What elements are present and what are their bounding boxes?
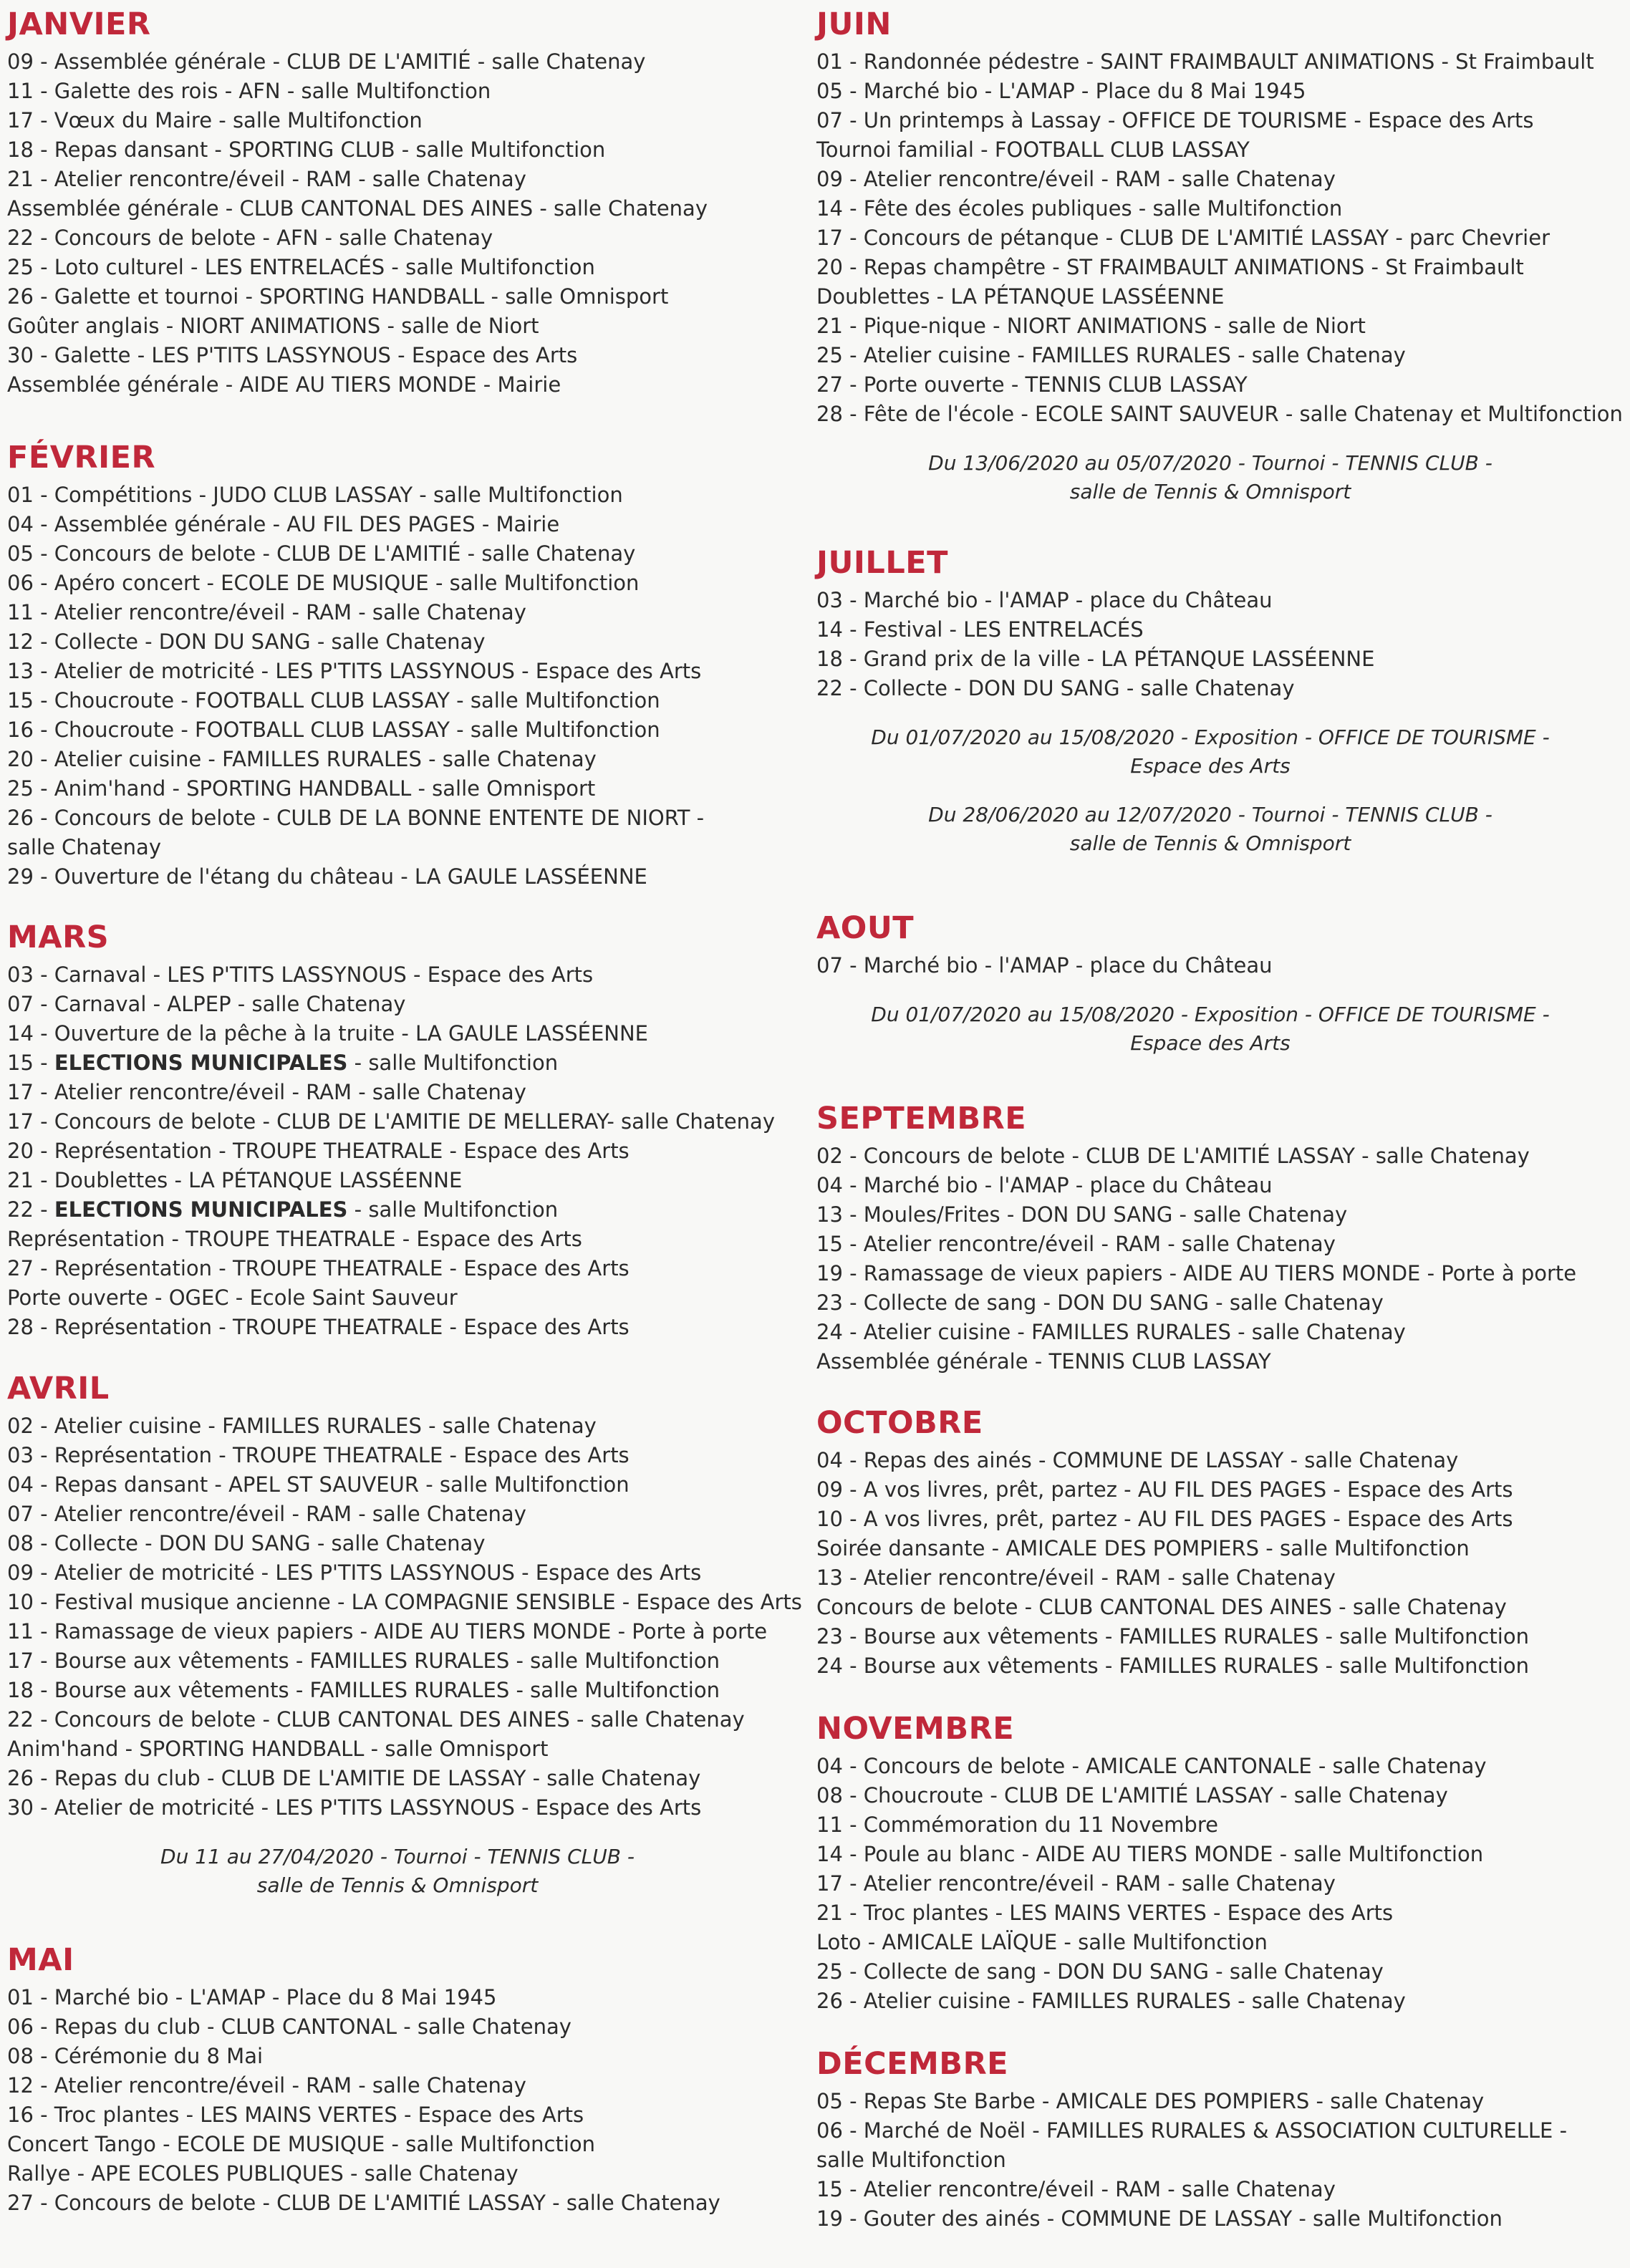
event-row: 04 - Concours de belote - AMICALE CANTONALE - salle Chatenay [816,1754,1487,1778]
month-title: JUIN [816,6,892,42]
event-row: 01 - Randonnée pédestre - SAINT FRAIMBAULT ANIMATIONS - St Fraimbault [816,49,1594,74]
month-section [816,1101,1604,1376]
period-note-line: Du 13/06/2020 au 05/07/2020 - Tournoi - TENNIS CLUB - [928,451,1492,475]
period-note [816,781,1604,858]
event-row: 15 - Atelier rencontre/éveil - RAM - salle Chatenay [816,1232,1336,1256]
event-row: 30 - Atelier de motricité - LES P'TITS LASSYNOUS - Espace des Arts [7,1795,702,1820]
event-row: 17 - Vœux du Maire - salle Multifonction [7,108,423,132]
event-row: 20 - Représentation - TROUPE THEATRALE - Espace des Arts [7,1139,630,1163]
month-section [816,911,1604,1058]
event-row: 13 - Atelier de motricité - LES P'TITS LASSYNOUS - Espace des Arts [7,659,702,683]
event-row: 04 - Repas des ainés - COMMUNE DE LASSAY - salle Chatenay [816,1448,1459,1472]
event-row: 11 - Ramassage de vieux papiers - AIDE AU TIERS MONDE - Porte à porte [7,1619,768,1644]
event-row: 14 - Ouverture de la pêche à la truite - LA GAULE LASSÉENNE [7,1021,649,1046]
event-row: 12 - Collecte - DON DU SANG - salle Chatenay [7,629,486,654]
event-row: 04 - Marché bio - l'AMAP - place du Château [816,1173,1273,1197]
period-note-line: Du 01/07/2020 au 15/08/2020 - Exposition - OFFICE DE TOURISME - [871,725,1550,749]
period-note [816,703,1604,781]
month-title: JANVIER [7,6,151,42]
event-row: 13 - Atelier rencontre/éveil - RAM - salle Chatenay [816,1565,1336,1590]
event-row: Concours de belote - CLUB CANTONAL DES AINES - salle Chatenay [816,1595,1507,1619]
event-row: salle Chatenay [7,835,161,859]
event-row: 16 - Choucroute - FOOTBALL CLUB LASSAY - salle Multifonction [7,718,660,742]
event-row: 14 - Poule au blanc - AIDE AU TIERS MONDE - salle Multifonction [816,1842,1484,1866]
event-row: Assemblée générale - AIDE AU TIERS MONDE - Mairie [7,372,561,397]
event-row: 18 - Repas dansant - SPORTING CLUB - salle Multifonction [7,137,606,162]
event-row: 05 - Repas Ste Barbe - AMICALE DES POMPIERS - salle Chatenay [816,2089,1485,2113]
month-title: MAI [7,1942,74,1978]
event-row: 26 - Concours de belote - CULB DE LA BONNE ENTENTE DE NIORT - [7,806,705,830]
event-row: 06 - Apéro concert - ECOLE DE MUSIQUE - salle Multifonction [7,571,640,595]
event-row: 17 - Bourse aux vêtements - FAMILLES RURALES - salle Multifonction [7,1649,720,1673]
event-row: 10 - Festival musique ancienne - LA COMPAGNIE SENSIBLE - Espace des Arts [7,1590,802,1614]
event-row: Soirée dansante - AMICALE DES POMPIERS - salle Multifonction [816,1536,1470,1560]
event-row: 28 - Fête de l'école - ECOLE SAINT SAUVEUR - salle Chatenay et Multifonction [816,402,1623,426]
event-row: 22 - Concours de belote - AFN - salle Chatenay [7,226,493,250]
event-row: 04 - Assemblée générale - AU FIL DES PAGES - Mairie [7,512,560,536]
month-title: SEPTEMBRE [816,1101,1027,1137]
month-section [7,7,788,400]
event-highlight: ELECTIONS MUNICIPALES [54,1051,348,1075]
event-row: Concert Tango - ECOLE DE MUSIQUE - salle Multifonction [7,2132,596,2156]
event-row: 24 - Atelier cuisine - FAMILLES RURALES - salle Chatenay [816,1320,1406,1344]
event-row: 25 - Anim'hand - SPORTING HANDBALL - salle Omnisport [7,776,596,801]
event-row: 25 - Loto culturel - LES ENTRELACÉS - salle Multifonction [7,255,595,279]
month-title: MARS [7,920,110,955]
event-row: 06 - Repas du club - CLUB CANTONAL - salle Chatenay [7,2014,572,2039]
event-row: 02 - Concours de belote - CLUB DE L'AMITIÉ LASSAY - salle Chatenay [816,1144,1530,1168]
event-row: 09 - Atelier rencontre/éveil - RAM - salle Chatenay [816,167,1336,191]
event-row: 08 - Cérémonie du 8 Mai [7,2044,264,2068]
event-row: 27 - Concours de belote - CLUB DE L'AMITIÉ LASSAY - salle Chatenay [7,2191,720,2215]
month-section [816,546,1604,858]
month-section [7,1943,788,2218]
month-section [816,1406,1604,1681]
event-row: 07 - Atelier rencontre/éveil - RAM - salle Chatenay [7,1502,526,1526]
event-row: 19 - Gouter des ainés - COMMUNE DE LASSAY - salle Multifonction [816,2206,1503,2231]
event-highlight: ELECTIONS MUNICIPALES [54,1197,348,1222]
event-row: 08 - Collecte - DON DU SANG - salle Chatenay [7,1531,486,1555]
month-title: JUILLET [816,545,948,581]
event-row: 01 - Compétitions - JUDO CLUB LASSAY - salle Multifonction [7,483,623,507]
month-title: AVRIL [7,1371,110,1406]
month-title: DÉCEMBRE [816,2046,1009,2082]
period-note-line: salle de Tennis & Omnisport [1069,831,1351,855]
event-row: 07 - Carnaval - ALPEP - salle Chatenay [7,992,406,1016]
event-row: 20 - Atelier cuisine - FAMILLES RURALES - salle Chatenay [7,747,597,771]
period-note-line: salle de Tennis & Omnisport [256,1873,539,1897]
event-row: Anim'hand - SPORTING HANDBALL - salle Omnisport [7,1737,549,1761]
event-row: 20 - Repas champêtre - ST FRAIMBAULT ANIMATIONS - St Fraimbault [816,255,1524,279]
event-row: 23 - Bourse aux vêtements - FAMILLES RURALES - salle Multifonction [816,1624,1529,1649]
event-row: 17 - Atelier rencontre/éveil - RAM - salle Chatenay [7,1080,526,1104]
event-row: Goûter anglais - NIORT ANIMATIONS - salle de Niort [7,314,539,338]
event-row: 12 - Atelier rencontre/éveil - RAM - salle Chatenay [7,2073,526,2098]
event-row: 22 - Concours de belote - CLUB CANTONAL DES AINES - salle Chatenay [7,1707,745,1732]
event-row: 17 - Atelier rencontre/éveil - RAM - salle Chatenay [816,1871,1336,1896]
event-row: 06 - Marché de Noël - FAMILLES RURALES & ASSOCIATION CULTURELLE - [816,2118,1568,2143]
event-row: 07 - Marché bio - l'AMAP - place du Château [816,953,1273,978]
event-row: Loto - AMICALE LAÏQUE - salle Multifonction [816,1930,1268,1954]
event-row: 22 - ELECTIONS MUNICIPALES - salle Multifonction [7,1197,559,1222]
event-row: 21 - Pique-nique - NIORT ANIMATIONS - salle de Niort [816,314,1366,338]
event-row: 16 - Troc plantes - LES MAINS VERTES - Espace des Arts [7,2103,584,2127]
event-row: 14 - Fête des écoles publiques - salle Multifonction [816,196,1343,221]
event-row: 11 - Commémoration du 11 Novembre [816,1813,1218,1837]
event-row: 25 - Atelier cuisine - FAMILLES RURALES - salle Chatenay [816,343,1406,367]
event-row: 09 - Assemblée générale - CLUB DE L'AMITIÉ - salle Chatenay [7,49,646,74]
month-title: AOUT [816,910,915,946]
event-row: 21 - Atelier rencontre/éveil - RAM - salle Chatenay [7,167,526,191]
event-row: Doublettes - LA PÉTANQUE LASSÉENNE [816,284,1225,309]
period-note-line: Espace des Arts [1130,754,1291,778]
event-row: 08 - Choucroute - CLUB DE L'AMITIÉ LASSAY - salle Chatenay [816,1783,1448,1808]
period-note-line: Du 11 au 27/04/2020 - Tournoi - TENNIS CLUB - [160,1845,635,1868]
period-note-line: Du 28/06/2020 au 12/07/2020 - Tournoi - TENNIS CLUB - [928,803,1492,826]
event-row: 29 - Ouverture de l'étang du château - LA GAULE LASSÉENNE [7,864,647,889]
event-row: 07 - Un printemps à Lassay - OFFICE DE TOURISME - Espace des Arts [816,108,1534,132]
event-row: 27 - Représentation - TROUPE THEATRALE - Espace des Arts [7,1256,630,1280]
month-title: OCTOBRE [816,1405,983,1441]
event-row: 26 - Repas du club - CLUB DE L'AMITIE DE LASSAY - salle Chatenay [7,1766,701,1790]
event-row: 01 - Marché bio - L'AMAP - Place du 8 Mai 1945 [7,1985,497,2009]
period-note-line: salle de Tennis & Omnisport [1069,480,1351,503]
event-row: 18 - Grand prix de la ville - LA PÉTANQUE LASSÉENNE [816,647,1375,671]
event-row: 24 - Bourse aux vêtements - FAMILLES RURALES - salle Multifonction [816,1654,1529,1678]
month-section [816,2047,1604,2234]
event-row: 19 - Ramassage de vieux papiers - AIDE AU TIERS MONDE - Porte à porte [816,1261,1577,1285]
month-section [7,1371,802,1900]
month-section [816,6,1623,506]
event-row: 09 - Atelier de motricité - LES P'TITS LASSYNOUS - Espace des Arts [7,1560,702,1585]
month-section [816,1712,1604,2016]
event-row: Porte ouverte - OGEC - Ecole Saint Sauveur [7,1285,458,1310]
event-row: Assemblée générale - TENNIS CLUB LASSAY [816,1349,1271,1374]
event-row: 22 - Collecte - DON DU SANG - salle Chatenay [816,676,1295,700]
event-row: 30 - Galette - LES P'TITS LASSYNOUS - Espace des Arts [7,343,578,367]
event-row: 15 - Atelier rencontre/éveil - RAM - salle Chatenay [816,2177,1336,2201]
event-row: Assemblée générale - CLUB CANTONAL DES AINES - salle Chatenay [7,196,708,221]
event-row: 04 - Repas dansant - APEL ST SAUVEUR - salle Multifonction [7,1472,630,1497]
event-row: 03 - Représentation - TROUPE THEATRALE - Espace des Arts [7,1443,630,1467]
event-row: 17 - Concours de belote - CLUB DE L'AMITIE DE MELLERAY- salle Chatenay [7,1109,775,1134]
event-row: 23 - Collecte de sang - DON DU SANG - salle Chatenay [816,1290,1384,1315]
event-row: Tournoi familial - FOOTBALL CLUB LASSAY [816,137,1250,162]
event-row: 28 - Représentation - TROUPE THEATRALE - Espace des Arts [7,1315,630,1339]
event-row: 05 - Concours de belote - CLUB DE L'AMITIÉ - salle Chatenay [7,541,636,566]
event-row: salle Multifonction [816,2148,1006,2172]
period-note [7,1823,788,1900]
event-row: 15 - Choucroute - FOOTBALL CLUB LASSAY - salle Multifonction [7,688,660,713]
period-note [816,980,1604,1058]
event-row: 18 - Bourse aux vêtements - FAMILLES RURALES - salle Multifonction [7,1678,720,1702]
event-row: 25 - Collecte de sang - DON DU SANG - salle Chatenay [816,1959,1384,1984]
period-note-line: Du 01/07/2020 au 15/08/2020 - Exposition - OFFICE DE TOURISME - [871,1003,1550,1026]
event-row: 27 - Porte ouverte - TENNIS CLUB LASSAY [816,372,1248,397]
month-section [7,920,788,1342]
event-row: 10 - A vos livres, prêt, partez - AU FIL DES PAGES - Espace des Arts [816,1507,1513,1531]
month-section [7,440,788,892]
period-note [816,429,1604,506]
event-row: 09 - A vos livres, prêt, partez - AU FIL DES PAGES - Espace des Arts [816,1477,1513,1502]
event-row: Représentation - TROUPE THEATRALE - Espace des Arts [7,1227,582,1251]
event-row: 03 - Marché bio - l'AMAP - place du Château [816,588,1273,612]
event-row: 11 - Galette des rois - AFN - salle Multifonction [7,79,491,103]
event-row: Rallye - APE ECOLES PUBLIQUES - salle Chatenay [7,2161,519,2186]
event-row: 02 - Atelier cuisine - FAMILLES RURALES - salle Chatenay [7,1414,597,1438]
event-row: 13 - Moules/Frites - DON DU SANG - salle Chatenay [816,1202,1348,1227]
event-row: 26 - Galette et tournoi - SPORTING HANDBALL - salle Omnisport [7,284,669,309]
event-row: 17 - Concours de pétanque - CLUB DE L'AMITIÉ LASSAY - parc Chevrier [816,226,1551,250]
event-row: 21 - Doublettes - LA PÉTANQUE LASSÉENNE [7,1168,463,1192]
period-note-line: Espace des Arts [1130,1031,1291,1055]
event-row: 03 - Carnaval - LES P'TITS LASSYNOUS - Espace des Arts [7,962,594,987]
month-title: NOVEMBRE [816,1711,1015,1747]
event-row: 21 - Troc plantes - LES MAINS VERTES - Espace des Arts [816,1901,1394,1925]
event-row: 14 - Festival - LES ENTRELACÉS [816,617,1144,642]
event-row: 15 - ELECTIONS MUNICIPALES - salle Multifonction [7,1051,559,1075]
month-title: FÉVRIER [7,440,156,476]
event-row: 05 - Marché bio - L'AMAP - Place du 8 Mai 1945 [816,79,1306,103]
event-row: 11 - Atelier rencontre/éveil - RAM - salle Chatenay [7,600,526,624]
event-row: 26 - Atelier cuisine - FAMILLES RURALES - salle Chatenay [816,1989,1406,2013]
